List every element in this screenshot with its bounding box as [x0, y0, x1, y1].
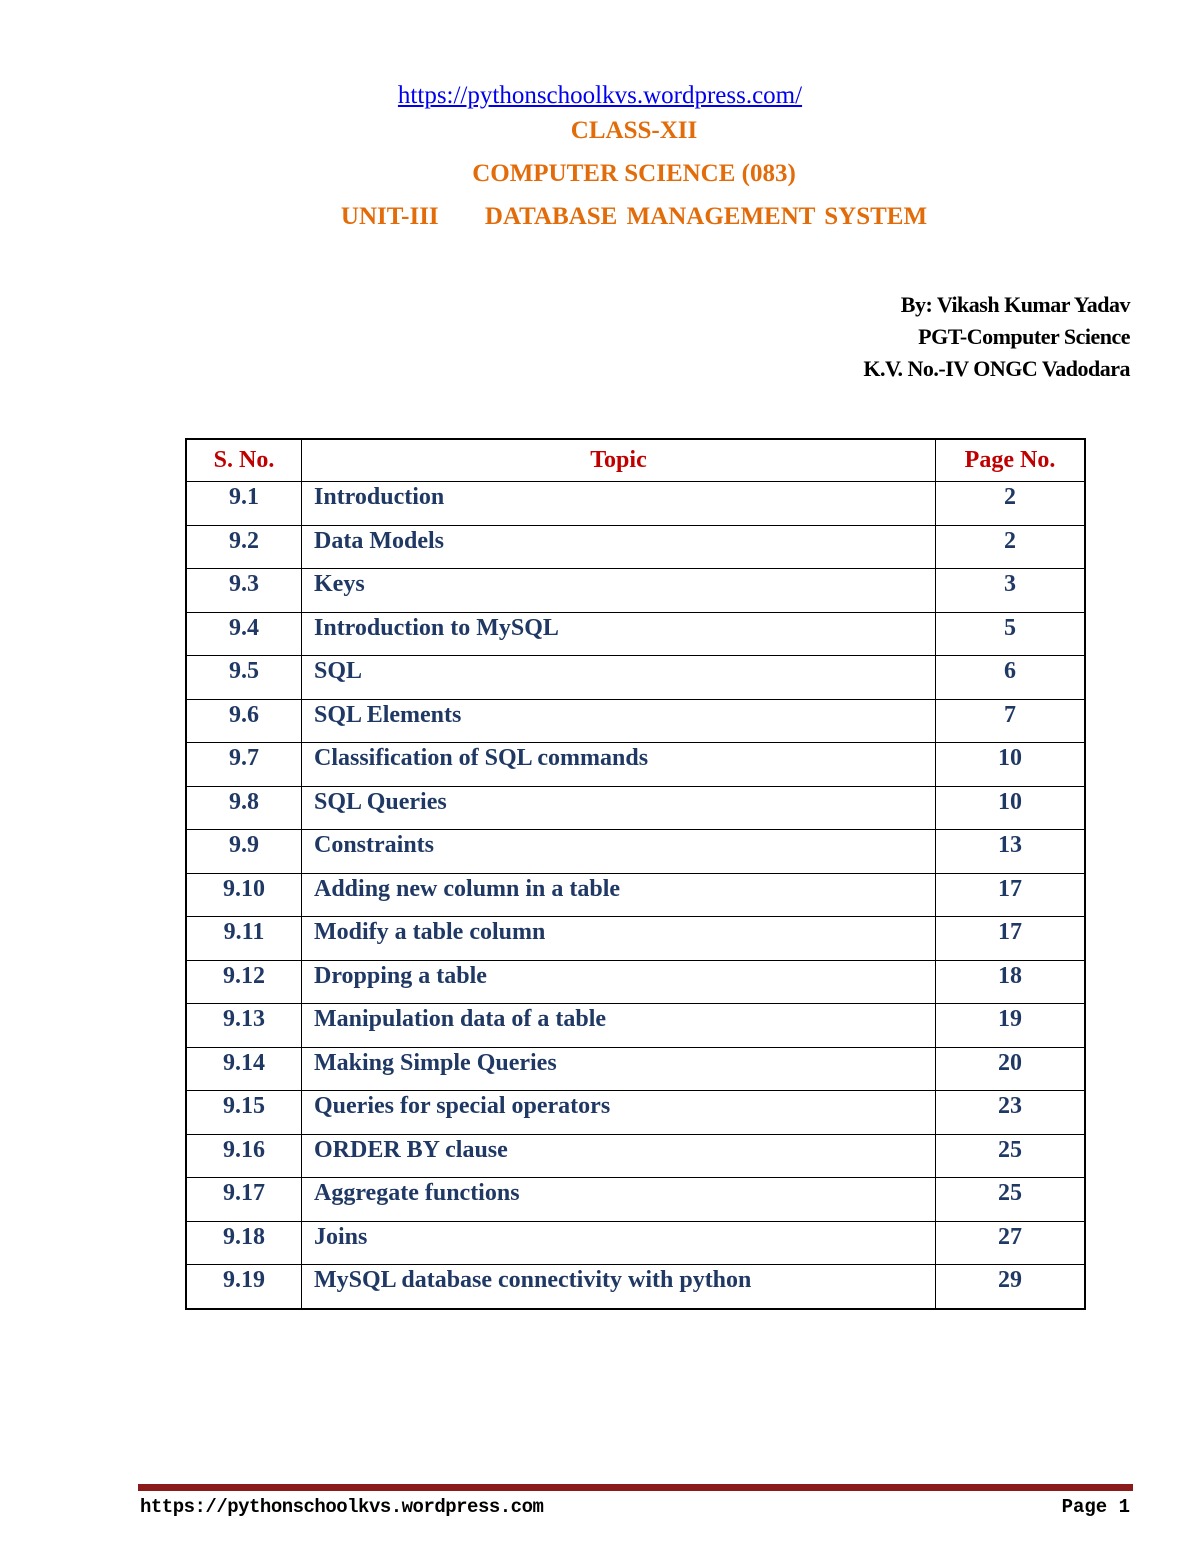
table-row — [186, 1134, 1085, 1178]
row-page: 17 — [936, 917, 1086, 961]
row-page: 20 — [936, 1047, 1086, 1091]
row-page: 29 — [936, 1265, 1086, 1309]
row-sno: 9.18 — [186, 1221, 302, 1265]
table-row — [186, 656, 1085, 700]
row-topic: Data Models — [302, 525, 936, 569]
row-sno: 9.3 — [186, 569, 302, 613]
table-row — [186, 1265, 1085, 1309]
row-page: 17 — [936, 873, 1086, 917]
row-page: 5 — [936, 612, 1086, 656]
table-row — [186, 917, 1085, 961]
row-sno: 9.8 — [186, 786, 302, 830]
row-topic: Manipulation data of a table — [302, 1004, 936, 1048]
row-sno: 9.7 — [186, 743, 302, 787]
row-page: 2 — [936, 525, 1086, 569]
table-row — [186, 830, 1085, 874]
row-topic: ORDER BY clause — [302, 1134, 936, 1178]
table-row — [186, 525, 1085, 569]
footer-divider — [138, 1484, 1133, 1491]
row-topic: Dropping a table — [302, 960, 936, 1004]
table-row — [186, 1221, 1085, 1265]
footer-site-link[interactable]: https://pythonschoolkvs.wordpress.com — [140, 1496, 544, 1518]
row-topic: Classification of SQL commands — [302, 743, 936, 787]
page-number: Page 1 — [1061, 1496, 1130, 1518]
contents-table — [185, 438, 1086, 1310]
class-title: CLASS-XII — [570, 117, 698, 144]
row-topic: Joins — [302, 1221, 936, 1265]
row-topic: Constraints — [302, 830, 936, 874]
row-sno: 9.9 — [186, 830, 302, 874]
row-topic: Introduction to MySQL — [302, 612, 936, 656]
row-sno: 9.13 — [186, 1004, 302, 1048]
table-row — [186, 1004, 1085, 1048]
row-sno: 9.12 — [186, 960, 302, 1004]
row-sno: 9.4 — [186, 612, 302, 656]
row-page: 10 — [936, 743, 1086, 787]
row-page: 18 — [936, 960, 1086, 1004]
row-topic: Introduction — [302, 482, 936, 526]
row-page: 23 — [936, 1091, 1086, 1135]
table-header-row — [186, 439, 1085, 482]
row-sno: 9.16 — [186, 1134, 302, 1178]
row-topic: MySQL database connectivity with python — [302, 1265, 936, 1309]
row-sno: 9.17 — [186, 1178, 302, 1222]
row-topic: Queries for special operators — [302, 1091, 936, 1135]
page-header: Page No. — [936, 439, 1086, 482]
table-row — [186, 786, 1085, 830]
row-topic: Aggregate functions — [302, 1178, 936, 1222]
table-row — [186, 873, 1085, 917]
topic-header: Topic — [302, 439, 936, 482]
table-row — [186, 569, 1085, 613]
row-topic: Keys — [302, 569, 936, 613]
unit-title: UNIT-III DATABASE MANAGEMENT SYSTEM — [340, 203, 928, 230]
row-page: 27 — [936, 1221, 1086, 1265]
row-page: 10 — [936, 786, 1086, 830]
row-page: 3 — [936, 569, 1086, 613]
sno-header: S. No. — [186, 439, 302, 482]
row-sno: 9.11 — [186, 917, 302, 961]
table-row — [186, 1091, 1085, 1135]
row-topic: SQL Queries — [302, 786, 936, 830]
row-topic: Making Simple Queries — [302, 1047, 936, 1091]
row-topic: SQL Elements — [302, 699, 936, 743]
table-row — [186, 1178, 1085, 1222]
row-page: 25 — [936, 1178, 1086, 1222]
row-sno: 9.10 — [186, 873, 302, 917]
row-page: 6 — [936, 656, 1086, 700]
row-sno: 9.14 — [186, 1047, 302, 1091]
row-page: 13 — [936, 830, 1086, 874]
subject-title: COMPUTER SCIENCE (083) — [472, 160, 796, 187]
table-row — [186, 482, 1085, 526]
author-school: K.V. No.-IV ONGC Vadodara — [863, 356, 1130, 381]
row-page: 25 — [936, 1134, 1086, 1178]
row-sno: 9.1 — [186, 482, 302, 526]
row-page: 19 — [936, 1004, 1086, 1048]
table-row — [186, 1047, 1085, 1091]
site-link[interactable]: https://pythonschoolkvs.wordpress.com/ — [397, 82, 803, 109]
table-row — [186, 743, 1085, 787]
author-name: By: Vikash Kumar Yadav — [900, 292, 1130, 317]
row-sno: 9.5 — [186, 656, 302, 700]
row-topic: Modify a table column — [302, 917, 936, 961]
table-row — [186, 699, 1085, 743]
row-sno: 9.15 — [186, 1091, 302, 1135]
row-sno: 9.2 — [186, 525, 302, 569]
table-row — [186, 960, 1085, 1004]
row-sno: 9.19 — [186, 1265, 302, 1309]
row-topic: SQL — [302, 656, 936, 700]
author-designation: PGT-Computer Science — [918, 324, 1130, 349]
row-page: 2 — [936, 482, 1086, 526]
table-row — [186, 612, 1085, 656]
row-page: 7 — [936, 699, 1086, 743]
row-topic: Adding new column in a table — [302, 873, 936, 917]
row-sno: 9.6 — [186, 699, 302, 743]
